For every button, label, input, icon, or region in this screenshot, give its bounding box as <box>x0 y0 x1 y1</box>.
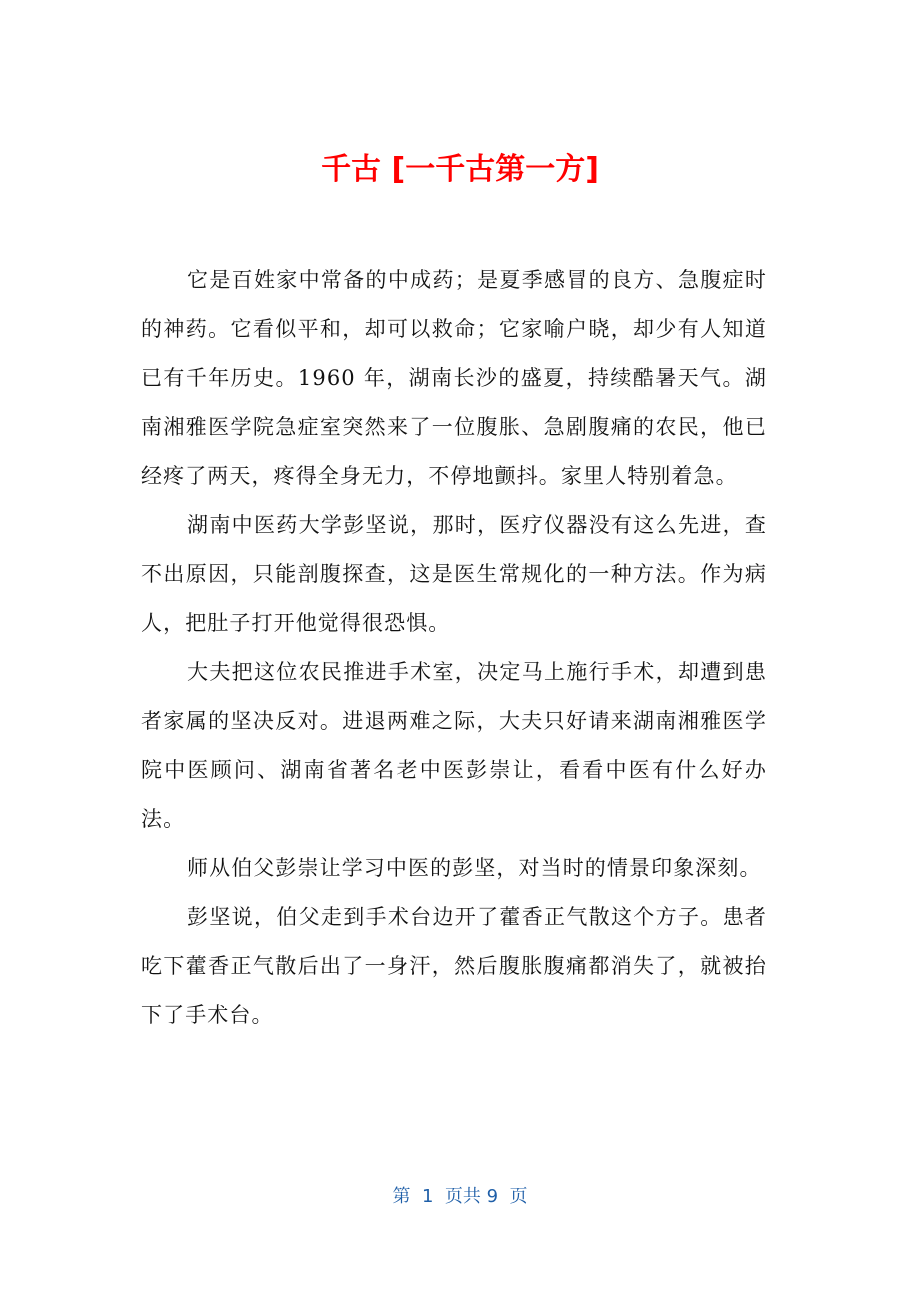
page-number-footer: 第 1 页共 9 页 <box>392 1186 528 1207</box>
paragraph-3: 大夫把这位农民推进手术室，决定马上施行手术，却遭到患者家属的坚决反对。进退两难之际，大夫只好请来湖南湘雅医学院中医顾问、湖南省著名老中医彭崇让，看看中医有什么好办法。 <box>141 660 767 831</box>
paragraph-5: 彭坚说，伯父走到手术台边开了藿香正气散这个方子。患者吃下藿香正气散后出了一身汗，然后腹胀腹痛都消失了，就被抬下了手术台。 <box>141 905 767 1027</box>
document-body <box>141 256 767 1040</box>
document-title: 千古 [一千古第一方] <box>321 152 599 187</box>
paragraph-2: 湖南中医药大学彭坚说，那时，医疗仪器没有这么先进，查不出原因，只能剖腹探查，这是医生常规化的一种方法。作为病人，把肚子打开他觉得很恐惧。 <box>141 513 767 635</box>
paragraph-1: 它是百姓家中常备的中成药；是夏季感冒的良方、急腹症时的神药。它看似平和，却可以救命；它家喻户晓，却少有人知道已有千年历史。1960 年，湖南长沙的盛夏，持续酷暑天气。湖南湘雅医学院急症室突然来了一位腹胀、急剧腹痛的农民，他已经疼了两天，疼得全身无力，不停地颤抖。家里人特别着急。 <box>141 268 767 488</box>
paragraph-4: 师从伯父彭崇让学习中医的彭坚，对当时的情景印象深刻。 <box>187 856 762 880</box>
